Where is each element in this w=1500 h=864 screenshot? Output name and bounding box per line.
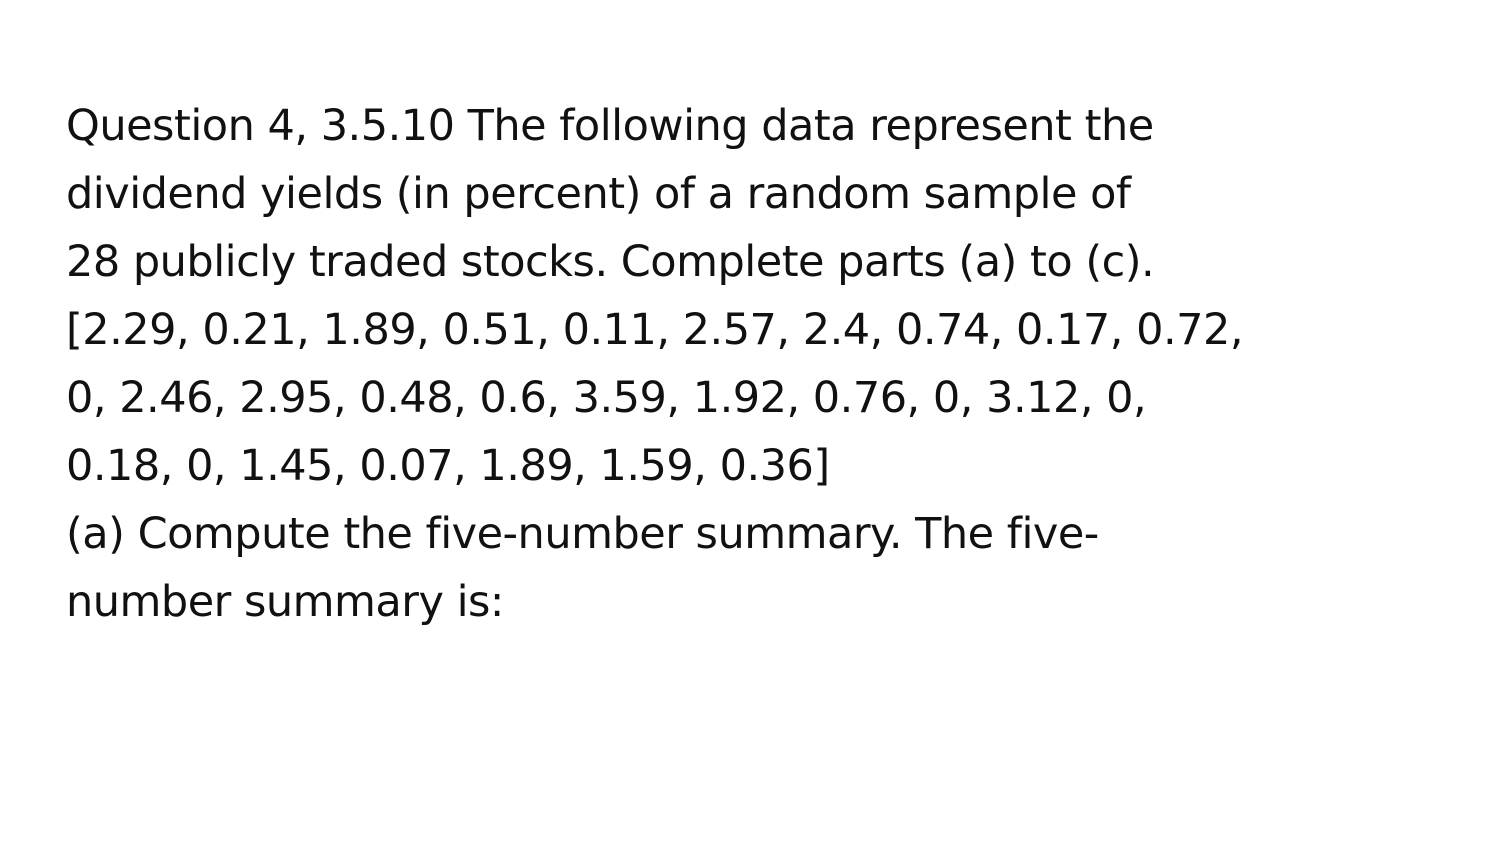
question-header-line: Question 4, 3.5.10 The following data represent the <box>66 101 1154 151</box>
data-list-line-3: 0.18, 0, 1.45, 0.07, 1.89, 1.59, 0.36] <box>66 441 830 491</box>
part-a-prompt-line-2: number summary is: <box>66 577 504 627</box>
data-list-line-1: [2.29, 0.21, 1.89, 0.51, 0.11, 2.57, 2.4, 0.74, 0.17, 0.72, <box>66 305 1244 355</box>
data-list-line-2: 0, 2.46, 2.95, 0.48, 0.6, 3.59, 1.92, 0.76, 0, 3.12, 0, <box>66 373 1147 423</box>
part-a-prompt-line-1: (a) Compute the five-number summary. The five- <box>66 509 1099 559</box>
question-description-line-2: dividend yields (in percent) of a random sample of <box>66 169 1131 219</box>
question-text-block <box>66 92 1456 636</box>
question-description-line-3: 28 publicly traded stocks. Complete parts (a) to (c). <box>66 237 1155 287</box>
